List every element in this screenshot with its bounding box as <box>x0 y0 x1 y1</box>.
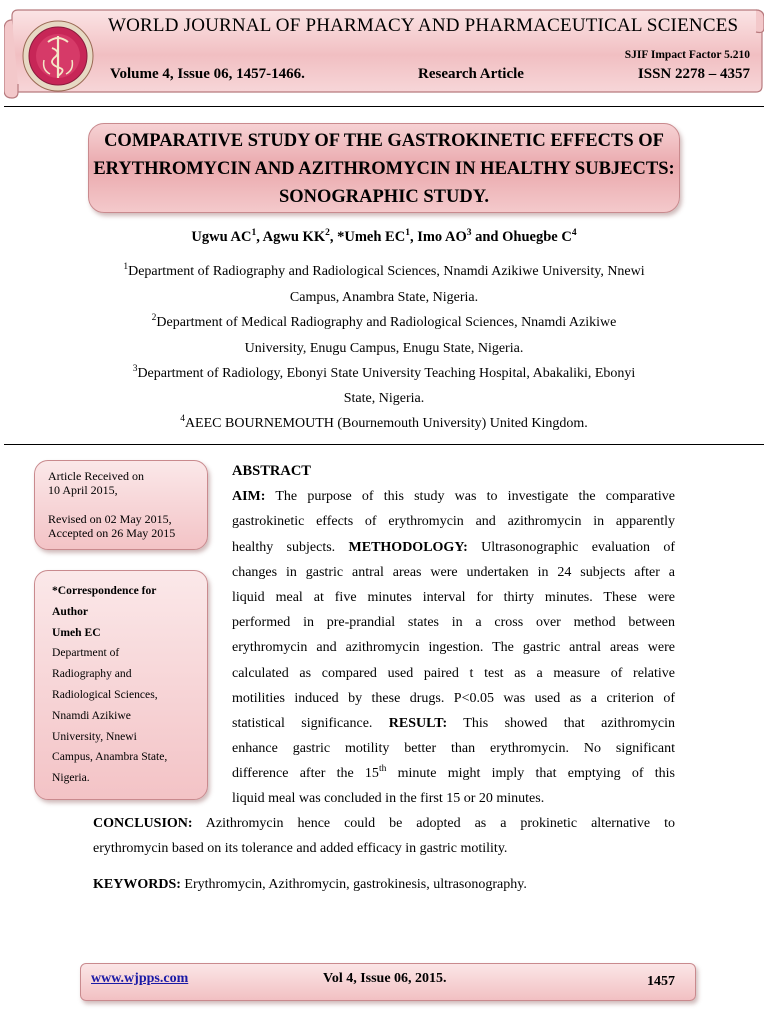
journal-header <box>4 6 764 100</box>
affiliation-1-cont: Campus, Anambra State, Nigeria. <box>289 290 479 305</box>
revised-date: Revised on 02 May 2015, <box>48 512 172 526</box>
abstract-line: changes in gastric antral areas were undertaken in 24 subjects after a <box>232 564 675 580</box>
abstract-text: This showed that azithromycin <box>463 715 675 731</box>
affiliation-text: Department of Radiology, Ebonyi State University Teaching Hospital, Abakaliki, Ebonyi <box>137 366 636 381</box>
author-affil-sup: 2 <box>325 228 330 238</box>
author-name: Ohuegbe C <box>502 229 572 245</box>
correspondence-address-line: University, Nnewi <box>52 729 137 743</box>
author-affil-sup: 3 <box>466 228 472 238</box>
author-affil-sup: 4 <box>571 228 577 238</box>
impact-factor: SJIF Impact Factor 5.210 <box>624 49 750 61</box>
author-name: *Umeh EC <box>337 229 406 245</box>
received-date: 10 April 2015, <box>48 482 118 497</box>
aim-label: AIM: <box>232 489 266 505</box>
abstract-line: enhance gastric motility better than erythromycin. No significant <box>232 741 675 757</box>
footer-issue: Vol 4, Issue 06, 2015. <box>323 971 447 986</box>
conclusion-label: CONCLUSION: <box>93 816 193 831</box>
article-title <box>88 123 680 213</box>
methodology-label: METHODOLOGY: <box>348 539 468 555</box>
author-affil-sup: 1 <box>251 228 257 238</box>
author-list <box>0 229 768 246</box>
affiliation-2 <box>0 315 768 331</box>
title-line: ERYTHROMYCIN AND AZITHROMYCIN IN HEALTHY SUBJECTS: <box>93 159 675 179</box>
affiliation-text: Department of Radiography and Radiological Sciences, Nnamdi Azikiwe University, Nnewi <box>128 264 645 279</box>
abstract-line: liquid meal was concluded in the first 15 or 20 minutes. <box>232 791 545 807</box>
correspondence-address-line: Nigeria. <box>52 771 90 785</box>
abstract-line <box>232 711 675 736</box>
journal-website-link[interactable]: www.wjpps.com <box>91 971 189 986</box>
received-label: Article Received on <box>48 469 144 483</box>
author-separator: , <box>409 229 418 245</box>
author-separator: and <box>471 229 503 245</box>
correspondence-address-line: Radiological Sciences, <box>52 687 158 701</box>
correspondence-address-line: Campus, Anambra State, <box>52 750 168 764</box>
correspondence-address-line: Department of <box>52 646 120 660</box>
author-name: Imo AO <box>417 229 467 245</box>
abstract-line: gastrokinetic effects of erythromycin and azithromycin in apparently <box>232 514 675 530</box>
affiliation-text: AEEC BOURNEMOUTH (Bournemouth University) United Kingdom. <box>184 416 588 431</box>
abstract-text: Ultrasonographic evaluation of <box>481 539 676 555</box>
article-dates-box <box>34 460 208 550</box>
abstract-line: motilities induced by these drugs. P<0.05 was used as a criterion of <box>232 690 675 706</box>
conclusion-line: erythromycin based on its tolerance and added efficacy in gastric motility. <box>93 841 508 857</box>
header-divider <box>4 106 764 107</box>
title-line: COMPARATIVE STUDY OF THE GASTROKINETIC EFFECTS OF <box>104 131 664 151</box>
title-line: SONOGRAPHIC STUDY. <box>278 187 490 207</box>
journal-name: WORLD JOURNAL OF PHARMACY AND PHARMACEUTICAL SCIENCES <box>108 15 739 36</box>
ordinal-sup: th <box>378 764 387 775</box>
affiliation-2-cont: University, Enugu Campus, Enugu State, Nigeria. <box>244 341 524 356</box>
abstract-line: erythromycin and azithromycin ingestion. The gastric antral areas were <box>232 640 675 656</box>
affiliation-sup: 3 <box>132 364 138 374</box>
abstract-line: performed in pre-prandial states in a cross over method between <box>232 615 675 631</box>
keywords-label: KEYWORDS: <box>93 877 181 892</box>
abstract-text: healthy subjects. <box>232 539 336 555</box>
issn: ISSN 2278 – 4357 <box>637 66 750 82</box>
correspondence-box <box>34 570 208 800</box>
author-separator: , <box>256 229 263 245</box>
author-separator: , <box>329 229 338 245</box>
abstract-line <box>232 761 675 786</box>
abstract-heading: ABSTRACT <box>232 463 311 479</box>
abstract-line <box>232 484 675 509</box>
author-name: Ugwu AC <box>191 229 252 245</box>
conclusion-text: Azithromycin hence could be adopted as a prokinetic alternative to <box>205 816 675 831</box>
keywords <box>93 877 527 893</box>
affiliation-sup: 4 <box>180 414 185 424</box>
affiliation-3-cont: State, Nigeria. <box>343 391 425 406</box>
author-name: Agwu KK <box>262 229 326 245</box>
journal-logo <box>22 20 94 92</box>
affiliation-divider <box>4 444 764 445</box>
correspondence-heading: Author <box>52 604 89 618</box>
accepted-date: Accepted on 26 May 2015 <box>48 525 176 540</box>
result-label: RESULT: <box>388 715 448 731</box>
abstract-line: calculated as compared used paired t test as a measure of relative <box>232 665 675 681</box>
author-affil-sup: 1 <box>405 228 410 238</box>
page-footer <box>80 963 696 1001</box>
correspondence-name: Umeh EC <box>52 625 101 639</box>
correspondence-heading: *Correspondence for <box>52 584 157 597</box>
affiliation-4 <box>0 416 768 432</box>
affiliation-sup: 2 <box>151 313 157 323</box>
conclusion-line <box>93 811 675 836</box>
affiliation-3 <box>0 366 768 382</box>
affiliation-text: Department of Medical Radiography and Radiological Sciences, Nnamdi Azikiwe <box>156 315 617 330</box>
abstract-text: statistical significance. <box>232 715 373 731</box>
abstract-line: liquid meal at five minutes interval for thirty minutes. These were <box>232 589 675 605</box>
page-number: 1457 <box>647 974 675 989</box>
abstract-text: minute might imply that emptying of this <box>397 766 675 782</box>
abstract-text: The purpose of this study was to investigate the comparative <box>275 489 675 505</box>
affiliation-1 <box>0 264 768 280</box>
correspondence-address-line: Radiography and <box>52 667 132 681</box>
article-type: Research Article <box>418 66 524 82</box>
volume-info: Volume 4, Issue 06, 1457-1466. <box>110 66 305 82</box>
correspondence-address-line: Nnamdi Azikiwe <box>52 708 131 722</box>
abstract-text: difference after the 15 <box>232 766 379 782</box>
keywords-text: Erythromycin, Azithromycin, gastrokinesis, ultrasonography. <box>184 877 527 892</box>
abstract <box>232 459 675 812</box>
conclusion <box>93 811 675 861</box>
abstract-line <box>232 535 675 560</box>
affiliation-sup: 1 <box>123 262 129 272</box>
